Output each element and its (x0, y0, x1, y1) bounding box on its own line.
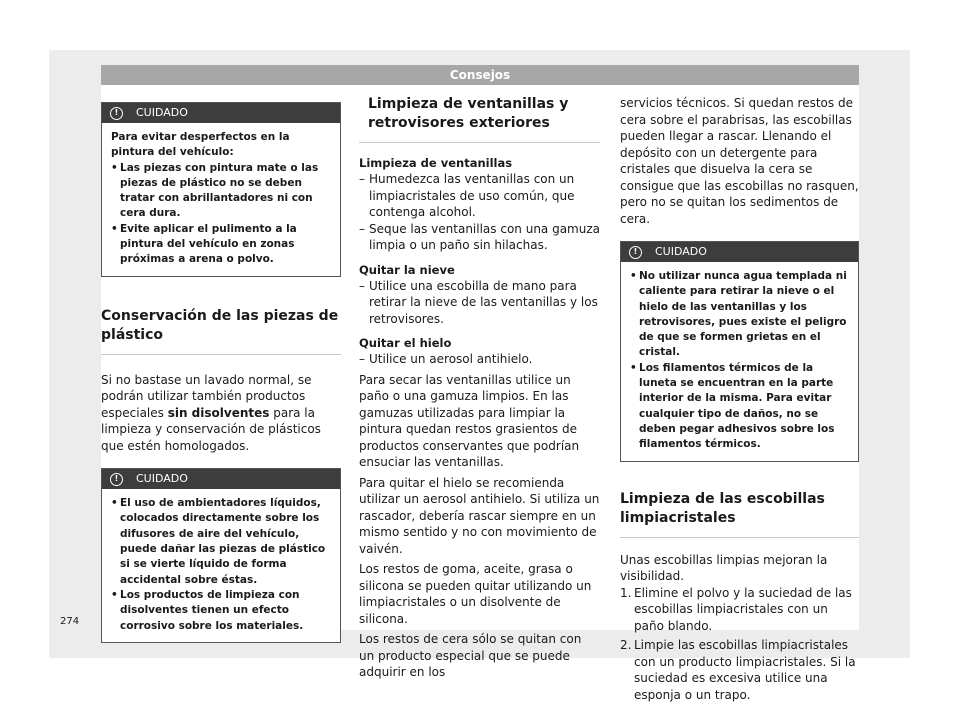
paragraph: Los restos de goma, aceite, grasa o silicona se pueden quitar utilizando un limpiacristales o un disolvente de silicona. (359, 562, 592, 626)
list-item-text: Limpie las escobillas limpiacristales con un producto limpiacristales. Si la suciedad es excesiva utilice una esponja o un trapo. (634, 638, 856, 702)
subheading: Quitar el hielo (359, 336, 452, 350)
section-title: Limpieza de ventanillas y retrovisores exteriores (359, 95, 600, 143)
caution-body (102, 123, 340, 276)
caution-label: CUIDADO (136, 106, 188, 119)
dash-icon: – (359, 278, 365, 293)
warning-icon: ! (629, 246, 642, 259)
section-title: Limpieza de las escobillas limpiacristales (620, 490, 859, 538)
list-item-text: Seque las ventanillas con una gamuza limpia o un paño sin hilachas. (369, 221, 601, 252)
bullet-icon: • (111, 161, 118, 174)
caution-intro: Para evitar desperfectos en la pintura del vehículo: (111, 131, 290, 159)
step-number: 2. (620, 638, 632, 653)
caution-bullet-text: Evite aplicar el pulimento a la pintura del vehículo en zonas próximas a arena o polvo. (120, 222, 297, 266)
list-item (620, 585, 859, 635)
column-2 (359, 95, 600, 681)
caution-bullet-text: El uso de ambientadores líquidos, colocados directamente sobre los difusores de aire del vehículo, puede dañar las piezas de plástico si se vierte líquido de forma accidental sobre éstas. (120, 497, 326, 586)
section-title: Conservación de las piezas de plástico (101, 307, 341, 355)
subheading: Quitar la nieve (359, 262, 455, 277)
caution-label: CUIDADO (655, 245, 707, 258)
paragraph (101, 372, 341, 455)
paragraph-text: para la limpieza y conservación de plásticos que estén homologados. (101, 405, 321, 453)
caution-header (102, 469, 340, 489)
list-item (359, 221, 600, 254)
column-3 (620, 95, 859, 703)
list-item (359, 171, 600, 221)
paragraph: servicios técnicos. Si quedan restos de cera sobre el parabrisas, las escobillas pueden llegar a rascar. Llenando el depósito con un detergente para cristales que disuelva la cera se consigue que las escobillas no rasquen, pero no se quitan los sedimentos de cera. (620, 96, 859, 226)
caution-header (102, 103, 340, 123)
caution-bullet (111, 496, 331, 588)
caution-bullet-text: Los productos de limpieza con disolventes tienen un efecto corrosivo sobre los materiales. (120, 588, 304, 632)
paragraph: Para quitar el hielo se recomienda utilizar un aerosol antihielo. Si utiliza un rascador, debería rascar siempre en un mismo sentido y no con movimiento de vaivén. (359, 475, 600, 556)
caution-body (102, 489, 340, 642)
paragraph-bold: sin disolventes (167, 405, 270, 420)
dash-icon: – (359, 352, 365, 366)
list-item-text: Utilice un aerosol antihielo. (369, 352, 533, 366)
caution-box (101, 102, 341, 277)
paragraph: Los restos de cera sólo se quitan con un producto especial que se puede adquirir en los (359, 632, 582, 679)
caution-body (621, 262, 858, 461)
caution-bullet (111, 222, 331, 268)
dash-icon: – (359, 172, 365, 186)
step-number: 1. (620, 585, 632, 600)
bullet-icon: • (630, 361, 637, 374)
dash-icon: – (359, 221, 365, 236)
subheading: Limpieza de ventanillas (359, 156, 513, 170)
caution-box (101, 468, 341, 643)
list-item-text: Utilice una escobilla de mano para retirar la nieve de las ventanillas y los retrovisores. (369, 278, 598, 326)
paragraph: Unas escobillas limpias mejoran la visibilidad. (620, 552, 828, 584)
caution-bullet (111, 161, 331, 222)
caution-bullet (111, 588, 331, 634)
caution-bullet-text: Los filamentos térmicos de la luneta se encuentran en la parte interior de la misma. Para evitar cualquier tipo de daños, no se deben pegar adhesivos sobre los filamentos térmicos. (639, 361, 835, 451)
warning-icon: ! (110, 473, 123, 486)
bullet-icon: • (111, 588, 118, 601)
warning-icon: ! (110, 107, 123, 120)
list-item (359, 278, 600, 328)
column-1 (101, 102, 341, 643)
list-item-text: Humedezca las ventanillas con un limpiacristales de uso común, que contenga alcohol. (369, 172, 575, 219)
paragraph-text: Si no bastase un lavado normal, se podrán utilizar también productos especiales (101, 372, 312, 420)
list-item (620, 637, 859, 703)
caution-header (621, 242, 858, 262)
section-header: Consejos (101, 65, 859, 85)
caution-bullet (630, 269, 849, 361)
caution-bullet (630, 361, 849, 453)
list-item (359, 351, 600, 368)
bullet-icon: • (630, 270, 637, 282)
caution-bullet-text: No utilizar nunca agua templada ni caliente para retirar la nieve o el hielo de las ventanillas y los retrovisores, pues existe el peligro de que se formen grietas en el cristal. (639, 270, 847, 359)
bullet-icon: • (111, 497, 118, 510)
list-item-text: Elimine el polvo y la suciedad de las escobillas limpiacristales con un paño blando. (634, 585, 852, 633)
caution-label: CUIDADO (136, 472, 188, 486)
bullet-icon: • (111, 222, 118, 235)
page-number: 274 (60, 616, 80, 627)
caution-bullet-text: Las piezas con pintura mate o las piezas de plástico no se deben tratar con abrillantadores ni con cera dura. (120, 161, 319, 220)
caution-box (620, 241, 859, 462)
paragraph: Para secar las ventanillas utilice un paño o una gamuza limpios. En las gamuzas utilizadas para limpiar la pintura quedan restos grasientos de productos conservantes que podrían ensuciar las ventanillas. (359, 372, 580, 469)
